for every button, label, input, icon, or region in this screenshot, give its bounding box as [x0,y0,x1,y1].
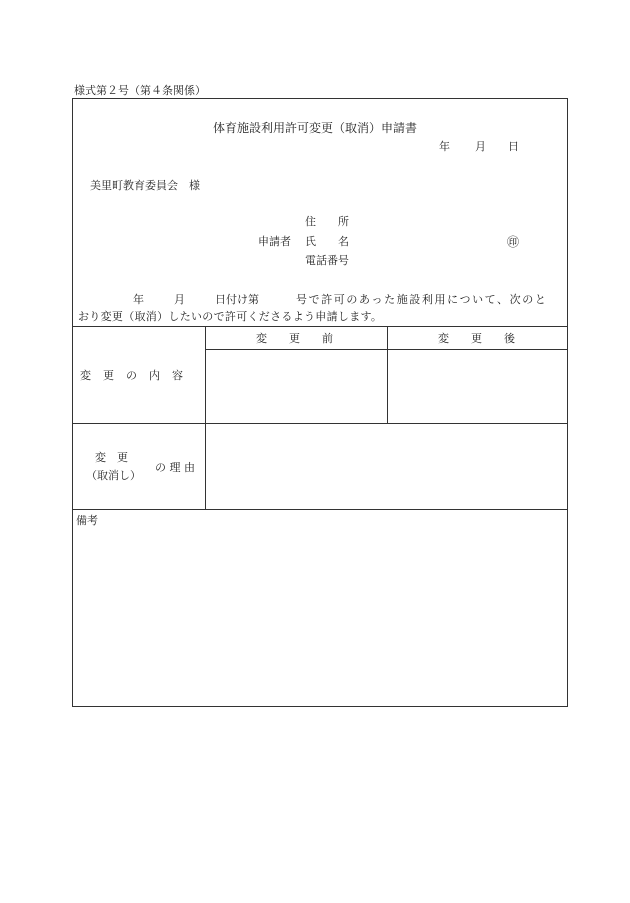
body-day-number: 日付け第 [215,293,259,306]
before-after-rule [387,326,388,423]
name-label: 氏 名 [305,235,349,248]
body-month: 月 [174,293,185,306]
body-text-line1: 号で許可のあった施設利用について、次のと [296,293,548,306]
reason-label-suffix: の 理 由 [155,461,195,474]
date-day-label: 日 [508,140,519,153]
applicant-label: 申請者 [258,235,291,248]
date-month-label: 月 [475,140,486,153]
body-year: 年 [133,293,144,306]
document-title: 体育施設利用許可変更（取消）申請書 [212,121,417,135]
seal-mark: ㊞ [507,235,520,249]
before-change-header: 変 更 前 [256,332,333,345]
form-reference: 様式第２号（第４条関係） [74,84,206,97]
reason-label-cancel: （取消し） [86,469,141,482]
reason-bottom-rule [72,509,568,510]
change-content-label: 変 更 の 内 容 [80,369,184,382]
body-text-line2: おり変更（取消）したいので許可くださるよう申請します。 [78,310,383,323]
addressee: 美里町教育委員会 様 [90,179,200,192]
date-year-label: 年 [439,140,450,153]
label-column-rule [205,326,206,509]
table-top-rule [72,326,568,327]
phone-label: 電話番号 [305,254,349,267]
address-label: 住 所 [305,215,349,228]
content-bottom-rule [72,423,568,424]
after-change-header: 変 更 後 [438,332,515,345]
remarks-label: 備考 [76,514,98,527]
reason-label-change: 変 更 [95,451,128,464]
